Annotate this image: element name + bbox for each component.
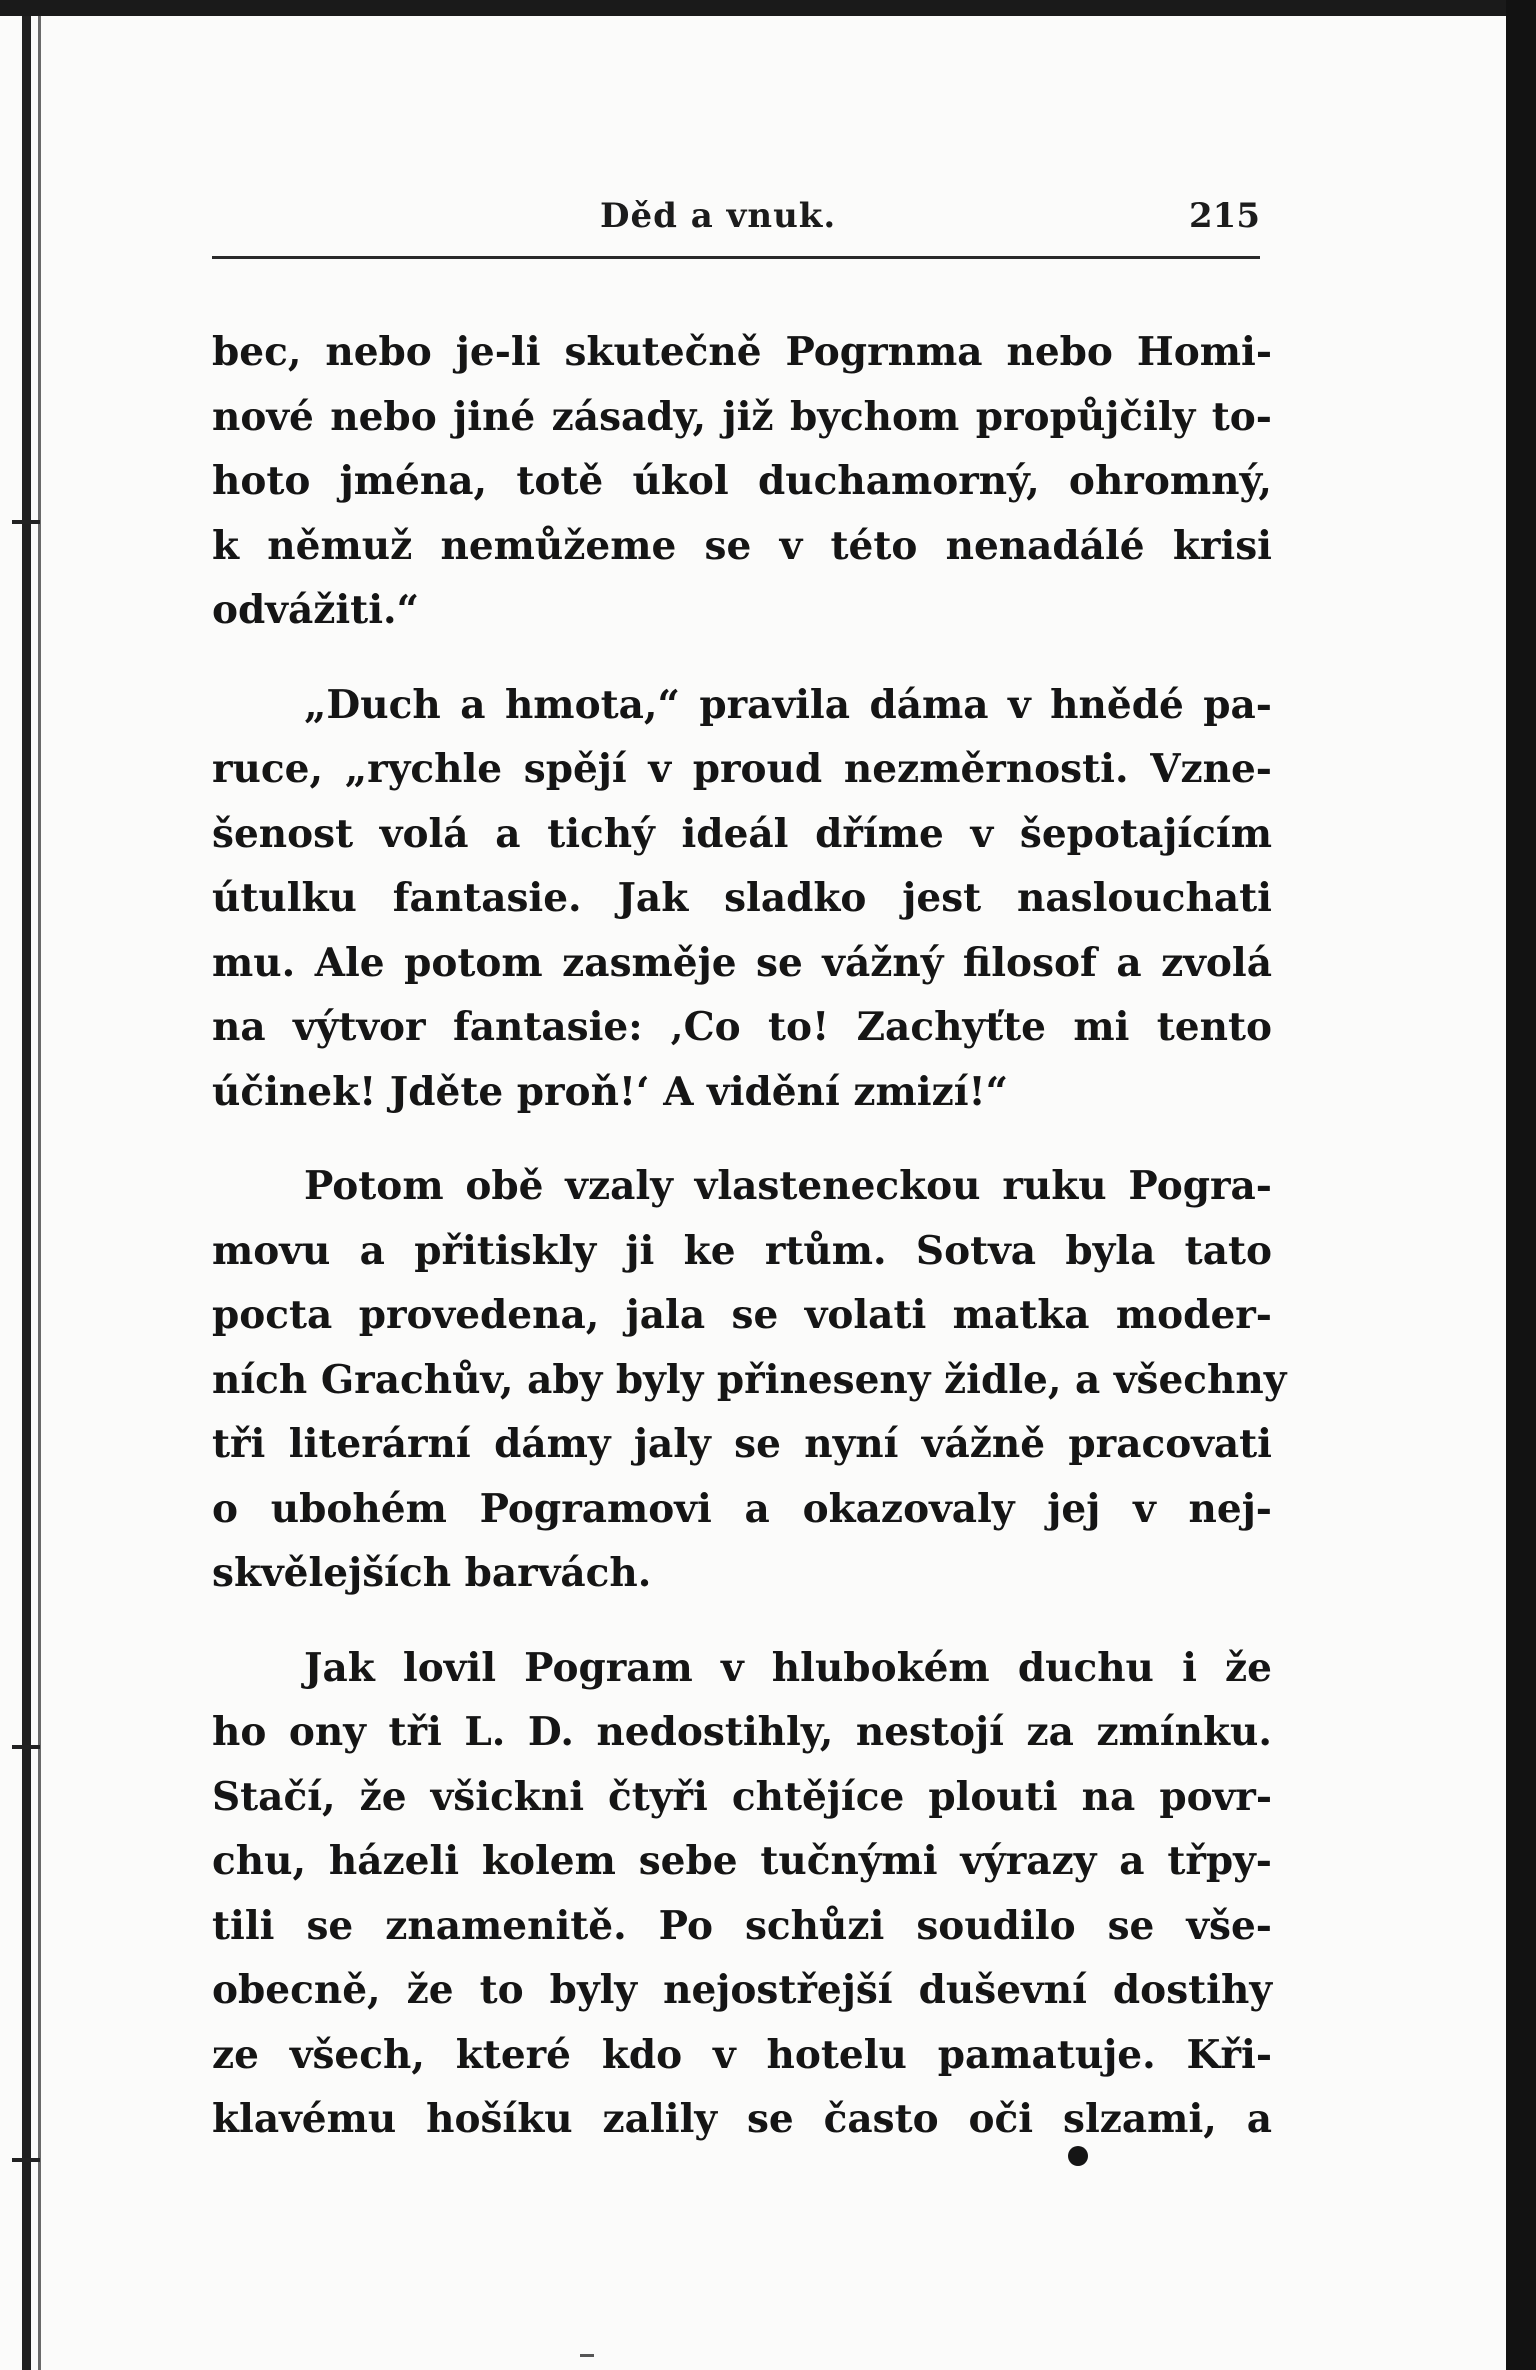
text-line: k němuž nemůžeme se v této nenadálé krisi: [212, 522, 1272, 569]
paragraph: [212, 1636, 1272, 2152]
binding-edge-inner: [38, 16, 41, 2370]
running-title: Děd a vnuk.: [600, 196, 837, 236]
text-line: o ubohém Pogramovi a okazovaly jej v nej-: [212, 1485, 1272, 1532]
text-line: nové nebo jiné zásady, již bychom propůjčily to-: [212, 393, 1272, 440]
page-header: [212, 196, 1260, 240]
text-line: movu a přitiskly ji ke rtům. Sotva byla tato: [212, 1227, 1272, 1274]
binding-edge: [22, 16, 31, 2370]
page-number: 215: [1189, 196, 1260, 236]
text-line: hoto jména, totě úkol duchamorný, ohromný,: [212, 458, 1272, 504]
text-line: účinek! Jděte proň!‘ A vidění zmizí!“: [212, 1068, 1009, 1115]
text-line: ze všech, které kdo v hotelu pamatuje. Kři-: [212, 2031, 1272, 2078]
scan-border-right: [1506, 0, 1536, 2370]
text-line: tili se znamenitě. Po schůzi soudilo se vše-: [212, 1902, 1272, 1949]
text-line: bec, nebo je-li skutečně Pogrnma nebo Homi-: [212, 329, 1272, 375]
scan-border-top: [0, 0, 1536, 16]
text-line: obecně, že to byly nejostřejší duševní dostihy: [212, 1967, 1272, 2013]
text-line: tři literární dámy jaly se nyní vážně pracovati: [212, 1421, 1272, 1467]
text-line: ruce, „rychle spějí v proud nezměrnosti. Vzne-: [212, 746, 1272, 792]
paragraph: [212, 320, 1272, 643]
paragraph-gap: [212, 1606, 1272, 1636]
text-line: mu. Ale potom zasměje se vážný filosof a zvolá: [212, 939, 1272, 986]
text-line: na výtvor fantasie: ‚Co to! Zachyťte mi tento: [212, 1004, 1272, 1050]
text-line: Stačí, že všickni čtyři chtějíce plouti na povr-: [212, 1773, 1272, 1820]
binding-mark: [12, 520, 40, 524]
text-line: skvělejších barvách.: [212, 1550, 652, 1596]
text-line: ních Grachův, aby byly přineseny židle, a všechny: [212, 1356, 1287, 1403]
header-rule: [212, 256, 1260, 259]
text-line: pocta provedena, jala se volati matka moder-: [212, 1292, 1272, 1338]
scan-artifact: [580, 2354, 594, 2357]
paragraph-gap: [212, 1124, 1272, 1154]
body-text: [212, 320, 1287, 2152]
paragraph: [212, 673, 1272, 1125]
text-line: Jak lovil Pogram v hlubokém duchu i že: [304, 1644, 1272, 1691]
text-line: šenost volá a tichý ideál dříme v šepotajícím: [212, 810, 1272, 857]
text-line: chu, házeli kolem sebe tučnými výrazy a třpy-: [212, 1838, 1272, 1884]
binding-mark: [12, 1745, 40, 1749]
text-line: klavému hošíku zalily se často oči slzami, a: [212, 2096, 1272, 2142]
printer-mark: [1068, 2146, 1088, 2166]
text-line: Potom obě vzaly vlasteneckou ruku Pogra-: [304, 1163, 1272, 1209]
text-line: odvážiti.“: [212, 587, 420, 633]
paragraph-gap: [212, 643, 1272, 673]
paragraph: [212, 1154, 1287, 1606]
text-line: ho ony tři L. D. nedostihly, nestojí za zmínku.: [212, 1709, 1272, 1755]
binding-mark: [12, 2158, 40, 2162]
text-line: útulku fantasie. Jak sladko jest naslouchati: [212, 875, 1272, 921]
text-line: „Duch a hmota,“ pravila dáma v hnědé pa-: [304, 681, 1272, 728]
